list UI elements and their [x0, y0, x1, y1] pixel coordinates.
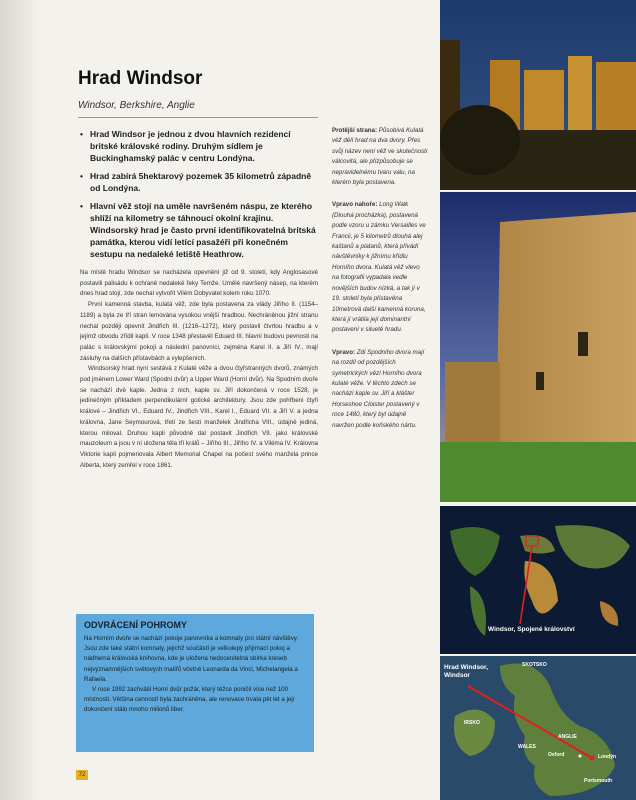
body-paragraph: První kamenná stavba, kulatá věž, zde byla postavena za vlády Jiřího II. (1154–1189) a byla ze tří stran lemována vysokou vnější hradbou. Nechráněnou jižní stranu nechal později opevnit Jindřich III. (1216–1272), který postavil čtvrtou hradbu a v jejímž obvodu zřídil kapli. V roce 1348 přestavěl Eduard III. hlavní budovu pevnosti na palác s královskými pokoji a následní panovníci, zejména Karel II. a Jiří IV., mají zásluhy na dalších přístavbách a vylepšeních.: [80, 301, 318, 362]
sidebar-box-paragraph: Na Horním dvoře se nachází pokoje panovníka a komnaty pro státní návštěvy. Jsou zde také státní komnaty, jejichž součástí je velkolepý přijímací pokoj a nádherná královská knihovna, kde je uložena nedocenitelná sbírka kreseb nejvýznamnějších světových malířů včetně Leonarda da Vinci, Michelangela a Rafaela.: [84, 635, 299, 683]
place-label: Oxford: [548, 752, 565, 758]
key-facts: [80, 128, 320, 266]
fact-item: • Hrad zabírá 5hektarový pozemek 35 kilometrů západně od Londýna.: [80, 170, 320, 194]
place-label: ANGLIE: [558, 734, 577, 740]
caption: [332, 200, 428, 335]
caption-label: Vpravo nahoře:: [332, 201, 378, 209]
place-label: SKOTSKO: [522, 662, 547, 668]
uk-map-title: Hrad Windsor, Windsor: [444, 664, 489, 679]
castle-dusk-image: [440, 0, 636, 190]
photo-column: [440, 0, 636, 800]
fact-item: • Hrad Windsor je jednou z dvou hlavních rezidencí britské královské rodiny. Druhým sídlem je Buckinghamský palác v centru Londýna.: [80, 128, 320, 164]
place-label: Londýn: [598, 754, 617, 760]
article-subtitle: Windsor, Berkshire, Anglie: [78, 100, 318, 118]
caption-text: Long Walk (Dlouhá procházka), postavená podle vzoru u zámku Versailles ve Francii, je 5 kilometrů dlouhá alej kaštanů a platanů, která přivádí návštěvníky k jižnímu křídlu Horního dvora. Kulatá věž vlevo na fotografii vypadala vedle novějších budov nízká, a tak jí v 19. století byla přistavěna 10metrová další kamenná koruna, která jí vrátila její dominantní postavení v siluetě hradu.: [332, 201, 426, 334]
place-label: WALES: [518, 744, 536, 750]
caption-label: Protější strana:: [332, 127, 378, 134]
article-header: [78, 68, 318, 132]
place-label: IRSKO: [464, 720, 480, 726]
caption-text: Působivá Kulatá věž dělí hrad na dva dvory. Přes svůj název není věž ve skutečnosti válcovitá, ale přizpůsobuje se nepravidelnému tvaru valu, na kterém byla postavena.: [332, 127, 428, 187]
sidebar-box-paragraph: V roce 1992 zachvátil Horní dvůr požár, který těžce poničil více než 100 místností. Většina cenností byla zachráněna, ale renovace trvala pět let a její dokončení stálo mnoho milionů liber.: [84, 686, 295, 714]
sidebar-box-title: ODVRÁCENÍ POHROMY: [84, 620, 188, 630]
world-map: [440, 506, 636, 654]
article-body: [80, 268, 318, 471]
place-label: Portsmouth: [584, 778, 613, 784]
page-number: 72: [76, 770, 88, 780]
world-map-label: Windsor, Spojené království: [488, 626, 575, 633]
caption: [332, 126, 428, 188]
body-paragraph: Na místě hradu Windsor se nacházela opevnění již od 9. století, kdy Anglosasové postavili palisádu k ochraně nedaleké řeky Temže. Umělé navršený násep, na kterém dnes hrad stojí, zde nechal vytvořit Vilém Dobyvatel kolem roku 1070.: [80, 269, 318, 298]
page-gutter: [0, 0, 40, 800]
caption-label: Vpravo:: [332, 348, 356, 356]
caption-text: Zdi Spodního dvora mají na rozdíl od pozdějších symetrických vězí Horního dvora kulaté věže. V těchto zdech se nachází kaple sv. Jiří a klášter Horseshoe Cloister postavený v roce 1480, který byl údajně navržen podle koňského nártu.: [332, 348, 425, 429]
sidebar-box: [76, 614, 314, 752]
photo-captions: [332, 126, 428, 443]
round-tower-photo: [440, 192, 636, 502]
castle-dusk-photo: [440, 0, 636, 190]
fact-item: • Hlavní věž stojí na uměle navršeném náspu, ze kterého shlíží na kilometry se táhnoucí okolní krajinu. Windsorský hrad je často první identifikovatelná britská památka, kterou vidí letící pasažéři při konečném sestupu na nedaleké letiště Heathrow.: [80, 200, 320, 260]
body-paragraph: Windsorský hrad nyní sestává z Kulaté věže a dvou čtyřstranných dvorů, známých pod jménem Lower Ward (Spodní dvůr) a Upper Ward (Horní dvůr). Na Spodním dvoře se nachází dvě kaple. Jedna z nich, kaple sv. Jiří dokončená v roce 1528, je jedinečným příkladem perpendikulární gotické architektury. Jsou zde pohřbeni čtyři králové – Jindřich VI., Eduard IV., Jindřich VIII., Karel I., Eduard VII. a Jiří V. a jedna královna, Jane Seymourová, třetí ze šesti manželek Jindřicha VIII., údajně jediná, kterou miloval. Druhou kapli původně dal postavit Jindřich VII. jako královské mauzoleum a jsou v ní uložena těla tří králů – Jiřího III., Jiřího IV. a Viléma IV. Královna Viktorie kapli pojmenovala Albert Memorial Chapel na počest svého manžela prince Alberta, který zemřel v roce 1861.: [80, 365, 318, 469]
caption: [332, 348, 428, 431]
uk-map: [440, 656, 636, 800]
round-tower-image: [440, 192, 636, 502]
article-title: Hrad Windsor: [78, 68, 203, 89]
